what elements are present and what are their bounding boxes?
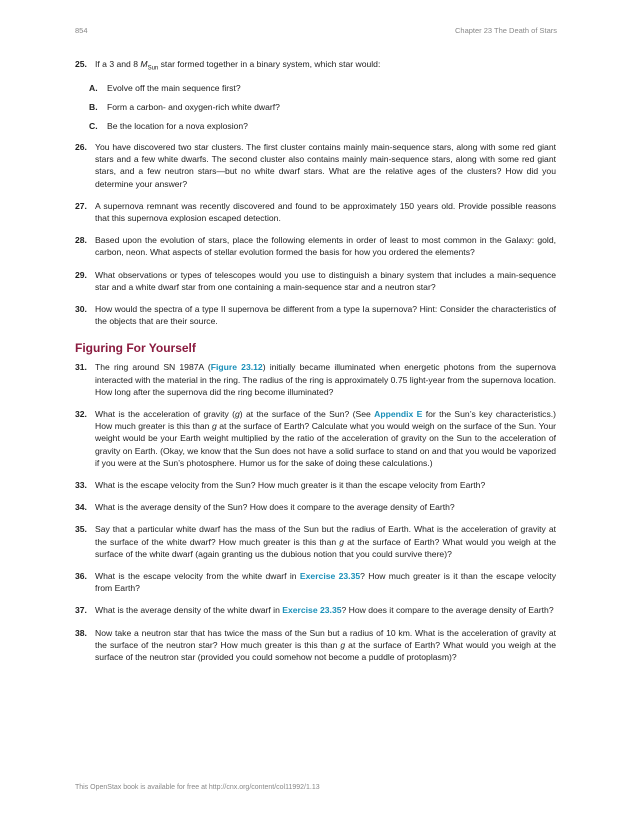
gravity-symbol: g (211, 421, 217, 432)
option-b (75, 101, 556, 113)
question-number: 30. (75, 303, 87, 314)
question-text: The ring around SN 1987A ( (95, 362, 211, 373)
question-36 (75, 570, 556, 594)
question-34 (75, 501, 556, 513)
question-text: If a 3 and 8 (95, 59, 141, 69)
gravity-symbol: g (340, 639, 346, 650)
question-number: 38. (75, 627, 87, 638)
question-text: What observations or types of telescopes would you use to distinguish a binary system that includes a main-sequence star and a white dwarf star from one containing a main-sequence star and a neutron star? (95, 269, 556, 292)
question-33 (75, 479, 556, 491)
exercise-link[interactable]: Exercise 23.35 (299, 571, 361, 581)
chapter-title: Chapter 23 The Death of Stars (454, 26, 557, 35)
question-26 (75, 141, 556, 190)
mass-symbol: M (140, 59, 148, 69)
question-number: 28. (75, 235, 87, 246)
question-32 (75, 408, 556, 469)
question-number: 37. (75, 605, 87, 616)
question-text: at the surface of Earth? Calculate what you would weigh on the surface of the Sun. Your weight would be your Earth weight multiplied by the ratio of the acceleration of gravity on the Sun to the acceleration of gravity on Earth. (Okay, we know that the Sun does not have a solid surface to stand on and that you would be vaporized if you were at the Sun’s photosphere. Humor us for the sake of doing these calculations.) (95, 421, 556, 468)
question-25 (75, 58, 556, 75)
question-text: What is the average density of the Sun? How does it compare to the average density of Earth? (95, 502, 455, 513)
question-31 (75, 361, 556, 398)
question-text: at the surface of Earth? What would you weigh at the surface of the white dwarf (again granting us the dubious notion that you could survive there)? (95, 536, 556, 559)
option-text: Evolve off the main sequence first? (107, 82, 241, 93)
page-content (75, 58, 556, 673)
question-text: What is the average density of the white dwarf in (95, 605, 283, 616)
question-number: 36. (75, 571, 87, 581)
question-37 (75, 604, 556, 616)
option-label: A. (89, 82, 98, 93)
section-title: Figuring For Yourself (75, 341, 196, 356)
question-text: ) initially became illuminated when energetic photons from the supernova interacted with the material in the ring. The radius of the ring is approximately 0.75 light-year from the supernova location. How long after the supernova did the ring become illuminated? (95, 362, 556, 397)
question-text: star formed together in a binary system, which star would: (158, 59, 381, 69)
option-label: C. (89, 120, 98, 131)
question-number: 29. (75, 269, 87, 280)
question-text: What is the acceleration of gravity ( (95, 408, 236, 419)
gravity-symbol: g (339, 536, 345, 547)
question-29 (75, 269, 556, 293)
option-a (75, 82, 556, 94)
question-text: Based upon the evolution of stars, place the following elements in order of least to most common in the Galaxy: gold, carbon, neon. What aspects of stellar evolution formed the basis for how you ordered the elements? (95, 235, 556, 258)
option-label: B. (89, 101, 98, 112)
question-text: ? How much greater is it than the escape velocity from Earth? (95, 571, 556, 594)
question-30 (75, 303, 556, 327)
question-number: 32. (75, 408, 87, 419)
question-number: 31. (75, 362, 87, 373)
question-number: 34. (75, 502, 87, 513)
question-number: 33. (75, 479, 87, 490)
page-number: 854 (75, 26, 88, 35)
option-text: Form a carbon- and oxygen-rich white dwarf? (107, 101, 280, 112)
question-text: ) at the surface of the Sun? (See (239, 408, 375, 419)
question-25-options (75, 82, 556, 132)
option-c (75, 120, 556, 132)
page-footer: This OpenStax book is available for free at http://cnx.org/content/col11992/1.13 (75, 784, 320, 791)
question-text: What is the escape velocity from the white dwarf in (95, 571, 300, 581)
question-38 (75, 627, 556, 664)
question-text: ? How does it compare to the average density of Earth? (341, 605, 554, 616)
question-text: What is the escape velocity from the Sun? How much greater is it than the escape velocity from Earth? (95, 479, 486, 490)
appendix-link[interactable]: Appendix E (374, 408, 423, 419)
question-text: Now take a neutron star that has twice the mass of the Sun but a radius of 10 km. What is the acceleration of gravity at the surface of the neutron star? How much greater is this than (95, 627, 556, 650)
question-text: Say that a particular white dwarf has the mass of the Sun but the radius of Earth. What is the acceleration of gravity at the surface of the white dwarf? How much greater is this than (95, 524, 556, 547)
option-text: Be the location for a nova explosion? (107, 120, 248, 131)
question-text: for the Sun’s key characteristics.) How much greater is this than (95, 408, 556, 432)
question-number: 26. (75, 141, 87, 152)
exercise-link[interactable]: Exercise 23.35 (282, 605, 342, 616)
question-text: You have discovered two star clusters. The first cluster contains mainly main-sequence stars, along with some red giant stars and a few white dwarfs. The second cluster also contains mainly main-sequence stars, along with some red giant stars, and a few neutron stars—but no white dwarf stars. What are the relative ages of the clusters? How did you determine your answer? (95, 141, 556, 189)
gravity-symbol: g (235, 408, 240, 419)
question-text: A supernova remnant was recently discovered and found to be approximately 150 years old. Provide possible reasons that this supernova explosion escaped detection. (95, 200, 556, 223)
question-number: 27. (75, 200, 87, 211)
question-28 (75, 234, 556, 258)
question-27 (75, 200, 556, 224)
page-header (75, 26, 557, 38)
mass-subscript: Sun (147, 65, 159, 72)
question-text: at the surface of Earth? What would you weigh at the surface of the neutron star (provided you could somehow not become a puddle of protoplasm)? (95, 639, 556, 663)
figure-link[interactable]: Figure 23.12 (210, 362, 263, 373)
question-number: 25. (75, 59, 87, 69)
question-35 (75, 523, 556, 560)
question-number: 35. (75, 524, 87, 535)
question-text: How would the spectra of a type II supernova be different from a type Ia supernova? Hint: Consider the characteristics of the objects that are their source. (95, 303, 556, 327)
